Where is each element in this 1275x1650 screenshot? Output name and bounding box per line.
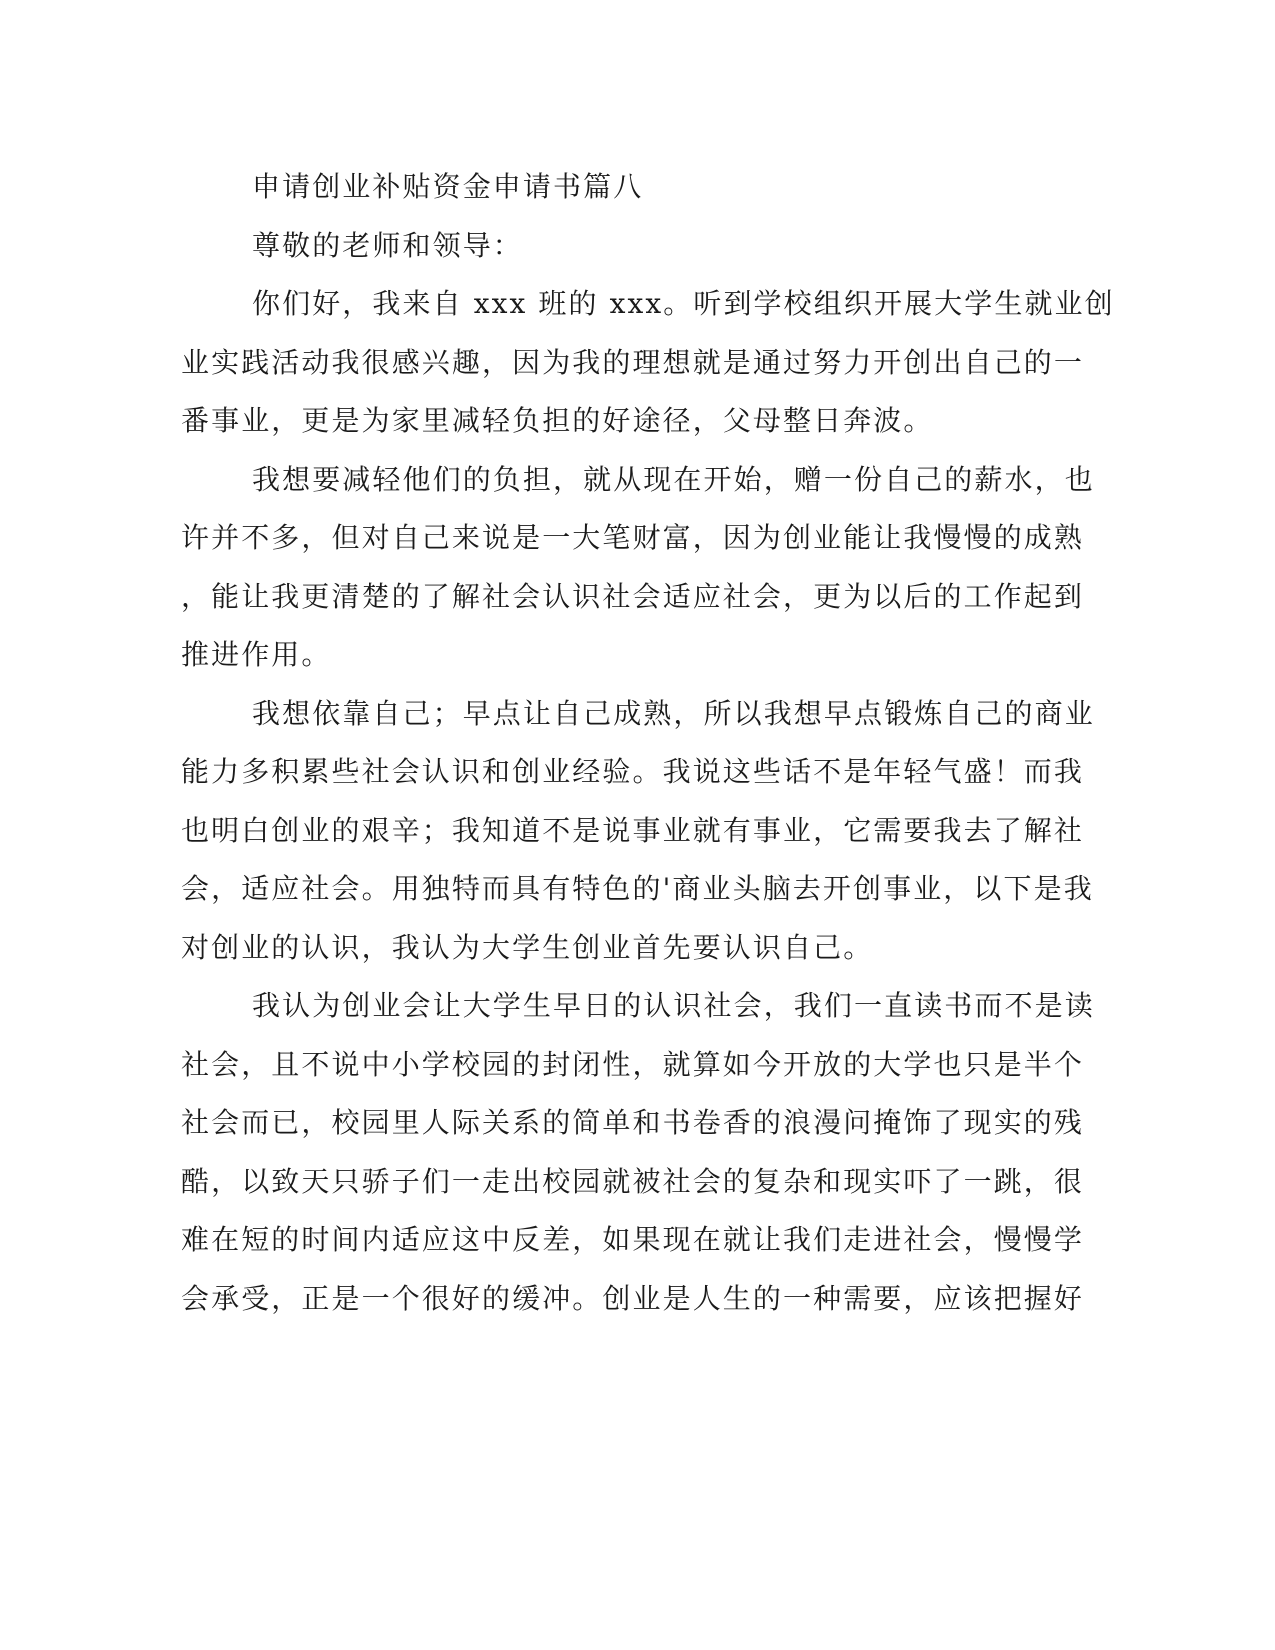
paragraph-line: 社会而已，校园里人际关系的简单和书卷香的浪漫问掩饰了现实的残 <box>181 1106 1085 1139</box>
paragraph-2 <box>181 451 1095 685</box>
paragraph-line: 会，适应社会。用独特而具有特色的'商业头脑去开创事业，以下是我 <box>181 872 1094 905</box>
paragraph-line: 能力多积累些社会认识和创业经验。我说这些话不是年轻气盛！而我 <box>181 755 1085 788</box>
paragraph-line: 番事业，更是为家里减轻负担的好途径，父母整日奔波。 <box>181 404 934 437</box>
paragraph-line: 社会，且不说中小学校园的封闭性，就算如今开放的大学也只是半个 <box>181 1047 1085 1081</box>
paragraph-4 <box>181 977 1095 1328</box>
document-title <box>181 158 1041 217</box>
document-body <box>181 158 1115 1328</box>
paragraph-line: 会承受，正是一个很好的缓冲。创业是人生的一种需要，应该把握好 <box>181 1281 1085 1315</box>
paragraph-line: 推进作用。 <box>181 638 332 671</box>
paragraph-line: 我想依靠自己；早点让自己成熟，所以我想早点锻炼自己的商业 <box>252 696 1095 730</box>
paragraph-line: 酷，以致天只骄子们一走出校园就被社会的复杂和现实吓了一跳，很 <box>181 1164 1085 1198</box>
paragraph-line: 也明白创业的艰辛；我知道不是说事业就有事业，它需要我去了解社 <box>181 813 1085 847</box>
salutation-text: 尊敬的老师和领导： <box>252 228 523 262</box>
salutation <box>181 217 1041 276</box>
paragraph-line: 许并不多，但对自己来说是一大笔财富，因为创业能让我慢慢的成熟 <box>181 521 1085 554</box>
paragraph-line: 业实践活动我很感兴趣，因为我的理想就是通过努力开创出自己的一 <box>181 345 1085 379</box>
paragraph-line: 你们好，我来自 xxx 班的 xxx。听到学校组织开展大学生就业创 <box>252 287 1115 320</box>
paragraph-line: 对创业的认识，我认为大学生创业首先要认识自己。 <box>181 930 874 964</box>
paragraph-3 <box>181 685 1095 978</box>
paragraph-line: ，能让我更清楚的了解社会认识社会适应社会，更为以后的工作起到 <box>181 579 1085 613</box>
paragraph-line: 我认为创业会让大学生早日的认识社会，我们一直读书而不是读 <box>252 989 1095 1022</box>
paragraph-1 <box>181 275 1115 451</box>
paragraph-line: 难在短的时间内适应这中反差，如果现在就让我们走进社会，慢慢学 <box>181 1223 1085 1256</box>
paragraph-line: 我想要减轻他们的负担，就从现在开始，赠一份自己的薪水，也 <box>252 462 1095 496</box>
title-text: 申请创业补贴资金申请书篇八 <box>252 170 644 203</box>
